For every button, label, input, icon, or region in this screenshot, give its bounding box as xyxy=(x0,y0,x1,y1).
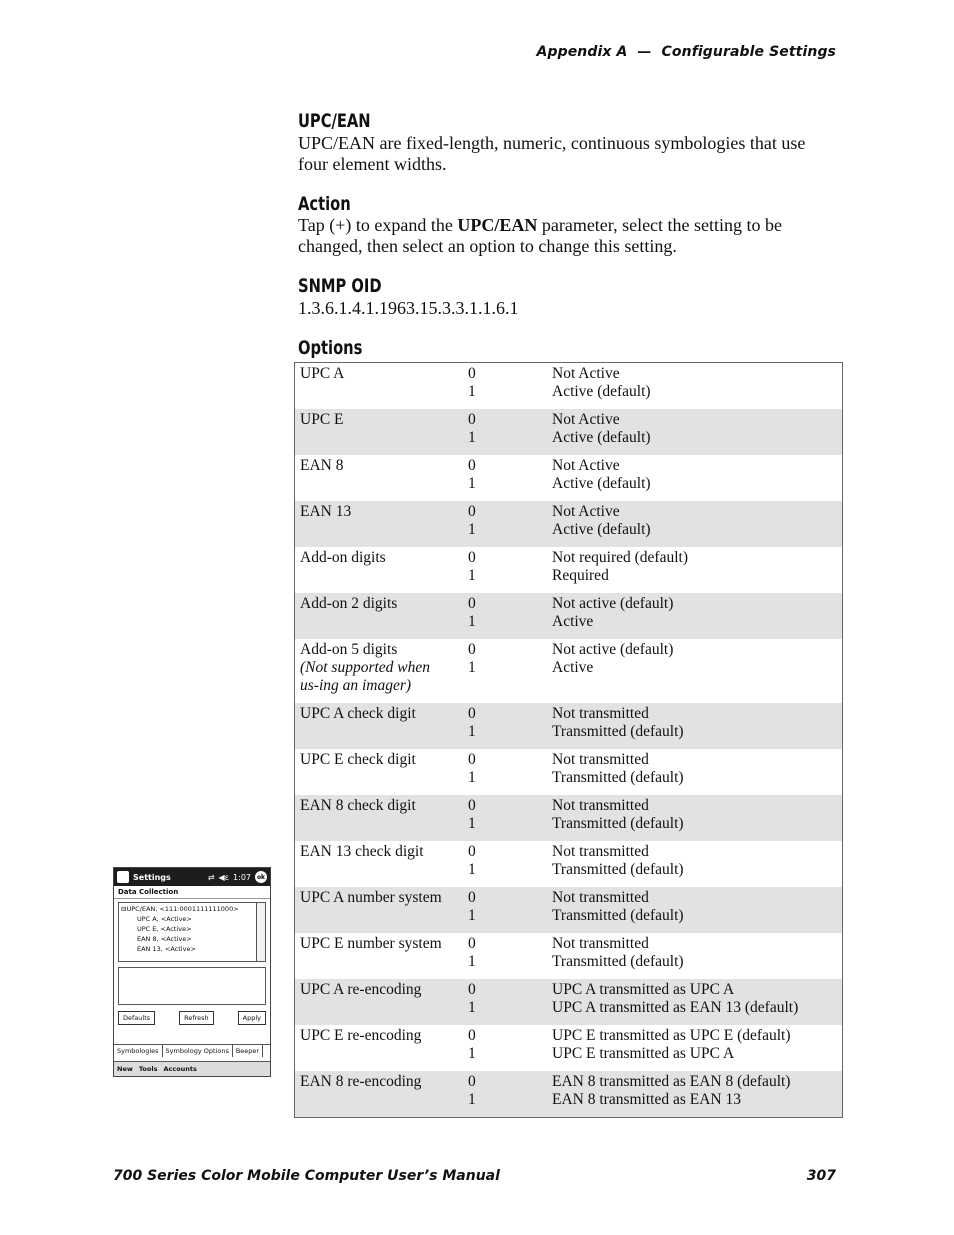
option-value: 1 xyxy=(468,613,476,630)
table-row xyxy=(295,703,842,749)
option-value: 0 xyxy=(468,705,476,722)
option-description: Active (default) xyxy=(552,521,651,538)
tab-symbologies[interactable]: Symbologies xyxy=(114,1045,163,1057)
ok-button[interactable]: ok xyxy=(255,871,267,883)
description-cell xyxy=(552,1027,842,1063)
option-value: 0 xyxy=(468,889,476,906)
option-description: Not transmitted xyxy=(552,889,649,906)
option-description: Not active (default) xyxy=(552,595,674,612)
setting-name: EAN 13 check digit xyxy=(300,843,424,860)
option-value: 1 xyxy=(468,659,476,676)
table-row xyxy=(295,639,842,703)
table-row xyxy=(295,979,842,1025)
option-description: Not Active xyxy=(552,503,620,520)
setting-name: UPC E re-encoding xyxy=(300,1027,422,1044)
table-row xyxy=(295,363,842,409)
value-cell xyxy=(468,843,552,879)
option-description: Active xyxy=(552,613,594,630)
upc-ean-description: UPC/EAN are fixed-length, numeric, continuous symbologies that use four element widths. xyxy=(298,133,806,174)
volume-icon: ◀ε xyxy=(218,872,230,882)
option-description: Active (default) xyxy=(552,475,651,492)
option-description: UPC E transmitted as UPC E (default) xyxy=(552,1027,791,1044)
option-value: 0 xyxy=(468,503,476,520)
option-value: 1 xyxy=(468,907,476,924)
option-description: Not transmitted xyxy=(552,935,649,952)
setting-name: EAN 8 check digit xyxy=(300,797,416,814)
value-cell xyxy=(468,889,552,925)
value-cell xyxy=(468,705,552,741)
option-description: Not transmitted xyxy=(552,843,649,860)
option-value: 0 xyxy=(468,549,476,566)
settings-tree[interactable] xyxy=(118,902,266,962)
tab-symbology-options[interactable]: Symbology Options xyxy=(163,1045,233,1057)
option-value: 1 xyxy=(468,429,476,446)
table-row xyxy=(295,795,842,841)
device-menu-bar xyxy=(114,1061,270,1076)
setting-name: Add-on 5 digits xyxy=(300,641,398,658)
option-value: 1 xyxy=(468,567,476,584)
setting-note: (Not supported when us-ing an imager) xyxy=(300,659,431,694)
option-description: Not transmitted xyxy=(552,751,649,768)
header-separator: — xyxy=(637,44,652,60)
value-cell xyxy=(468,411,552,447)
menu-new[interactable]: New xyxy=(117,1065,133,1073)
option-description: Not Active xyxy=(552,411,620,428)
snmp-oid-value: 1.3.6.1.4.1.1963.15.3.3.1.1.6.1 xyxy=(298,298,519,318)
windows-start-icon[interactable] xyxy=(117,871,129,883)
action-text-bold: UPC/EAN xyxy=(457,215,538,235)
description-cell xyxy=(552,457,842,493)
option-description: UPC A transmitted as UPC A xyxy=(552,981,735,998)
option-description: UPC A transmitted as EAN 13 (default) xyxy=(552,999,799,1016)
value-cell xyxy=(468,549,552,585)
refresh-button[interactable]: Refresh xyxy=(179,1011,214,1025)
option-value: 0 xyxy=(468,365,476,382)
table-row xyxy=(295,501,842,547)
description-cell xyxy=(552,365,842,401)
description-cell xyxy=(552,751,842,787)
option-value: 1 xyxy=(468,475,476,492)
table-row xyxy=(295,1071,842,1117)
setting-name: EAN 13 xyxy=(300,503,352,520)
tree-item[interactable]: UPC A, <Active> xyxy=(137,915,192,923)
option-value: 0 xyxy=(468,1027,476,1044)
option-value: 0 xyxy=(468,595,476,612)
device-tab-bar xyxy=(114,1044,270,1057)
option-description: Required xyxy=(552,567,609,584)
setting-name: EAN 8 xyxy=(300,457,344,474)
option-value: 0 xyxy=(468,797,476,814)
appendix-label: Appendix A xyxy=(536,44,628,60)
value-cell xyxy=(468,1027,552,1063)
setting-name: UPC A check digit xyxy=(300,705,416,722)
value-cell xyxy=(468,457,552,493)
option-description: Transmitted (default) xyxy=(552,769,684,786)
option-description: Transmitted (default) xyxy=(552,815,684,832)
option-value: 0 xyxy=(468,1073,476,1090)
value-cell xyxy=(468,503,552,539)
option-description: Active (default) xyxy=(552,429,651,446)
table-row xyxy=(295,455,842,501)
description-cell xyxy=(552,981,842,1017)
option-value: 0 xyxy=(468,935,476,952)
description-cell xyxy=(552,549,842,585)
option-description: Not active (default) xyxy=(552,641,674,658)
option-value: 1 xyxy=(468,723,476,740)
description-cell xyxy=(552,889,842,925)
defaults-button[interactable]: Defaults xyxy=(118,1011,155,1025)
value-cell xyxy=(468,595,552,631)
menu-accounts[interactable]: Accounts xyxy=(163,1065,197,1073)
option-value: 0 xyxy=(468,457,476,474)
device-button-row xyxy=(118,1011,266,1025)
option-value: 1 xyxy=(468,383,476,400)
value-cell xyxy=(468,1073,552,1109)
description-cell xyxy=(552,1073,842,1109)
upc-ean-heading: UPC/EAN xyxy=(298,110,371,132)
option-value: 0 xyxy=(468,981,476,998)
table-row xyxy=(295,1025,842,1071)
action-heading: Action xyxy=(298,193,351,215)
section-label: Configurable Settings xyxy=(661,44,836,60)
option-value: 1 xyxy=(468,521,476,538)
option-value: 1 xyxy=(468,861,476,878)
running-head xyxy=(537,44,836,60)
option-description: Transmitted (default) xyxy=(552,907,684,924)
option-description: EAN 8 transmitted as EAN 13 xyxy=(552,1091,741,1108)
value-cell xyxy=(468,641,552,695)
option-description: UPC E transmitted as UPC A xyxy=(552,1045,735,1062)
tree-item[interactable]: UPC E, <Active> xyxy=(137,925,192,933)
setting-name: UPC E xyxy=(300,411,344,428)
value-cell xyxy=(468,365,552,401)
table-row xyxy=(295,887,842,933)
option-value: 0 xyxy=(468,411,476,428)
option-description: Active xyxy=(552,659,594,676)
options-heading: Options xyxy=(298,337,363,359)
option-value: 1 xyxy=(468,815,476,832)
option-value: 0 xyxy=(468,843,476,860)
menu-tools[interactable]: Tools xyxy=(138,1065,158,1073)
description-cell xyxy=(552,411,842,447)
device-time: 1:07 xyxy=(233,872,251,882)
connectivity-icon: ⇄ xyxy=(207,872,215,882)
setting-name: UPC E number system xyxy=(300,935,442,952)
option-description: Not transmitted xyxy=(552,705,649,722)
setting-name: UPC E check digit xyxy=(300,751,416,768)
setting-name-cell xyxy=(295,641,468,695)
table-row xyxy=(295,933,842,979)
table-row xyxy=(295,547,842,593)
table-row xyxy=(295,841,842,887)
tree-item[interactable]: EAN 13, <Active> xyxy=(137,945,196,953)
value-cell xyxy=(468,981,552,1017)
option-value: 0 xyxy=(468,641,476,658)
action-text-part: parameter, select the setting to be changed, then select an option to change this setting. xyxy=(298,215,783,256)
setting-edit-area[interactable] xyxy=(118,967,266,1005)
table-row xyxy=(295,409,842,455)
option-description: Transmitted (default) xyxy=(552,861,684,878)
table-row xyxy=(295,749,842,795)
tree-scrollbar[interactable] xyxy=(256,903,265,961)
device-title: Settings xyxy=(133,872,171,882)
description-cell xyxy=(552,935,842,971)
description-cell xyxy=(552,705,842,741)
snmp-oid-heading: SNMP OID xyxy=(298,275,382,297)
setting-name: EAN 8 re-encoding xyxy=(300,1073,422,1090)
option-description: Active (default) xyxy=(552,383,651,400)
option-value: 1 xyxy=(468,769,476,786)
value-cell xyxy=(468,935,552,971)
description-cell xyxy=(552,595,842,631)
setting-name: UPC A number system xyxy=(300,889,442,906)
setting-name: Add-on 2 digits xyxy=(300,595,398,612)
tree-item[interactable]: EAN 8, <Active> xyxy=(137,935,192,943)
option-description: Transmitted (default) xyxy=(552,723,684,740)
device-section-title: Data Collection xyxy=(114,886,270,899)
description-cell xyxy=(552,503,842,539)
setting-name: Add-on digits xyxy=(300,549,386,566)
value-cell xyxy=(468,797,552,833)
device-title-bar xyxy=(114,868,270,886)
options-table xyxy=(294,362,843,1118)
option-value: 1 xyxy=(468,999,476,1016)
option-description: Not required (default) xyxy=(552,549,688,566)
manual-title: 700 Series Color Mobile Computer User’s Manual xyxy=(113,1168,500,1184)
apply-button[interactable]: Apply xyxy=(238,1011,266,1025)
device-screenshot xyxy=(113,867,271,1077)
setting-name: UPC A xyxy=(300,365,345,382)
tab-beeper[interactable]: Beeper xyxy=(233,1045,263,1057)
option-description: EAN 8 transmitted as EAN 8 (default) xyxy=(552,1073,791,1090)
page-number: 307 xyxy=(806,1168,836,1184)
option-description: Transmitted (default) xyxy=(552,953,684,970)
option-description: Not Active xyxy=(552,457,620,474)
option-value: 0 xyxy=(468,751,476,768)
action-text xyxy=(298,215,828,257)
action-text-part: Tap (+) to expand the xyxy=(298,215,458,235)
option-value: 1 xyxy=(468,1045,476,1062)
option-description: Not Active xyxy=(552,365,620,382)
setting-name: UPC A re-encoding xyxy=(300,981,422,998)
table-row xyxy=(295,593,842,639)
tree-item[interactable]: ⊟UPC/EAN, <111:0001111111000> xyxy=(121,905,239,913)
description-cell xyxy=(552,797,842,833)
option-value: 1 xyxy=(468,953,476,970)
option-description: Not transmitted xyxy=(552,797,649,814)
option-value: 1 xyxy=(468,1091,476,1108)
description-cell xyxy=(552,843,842,879)
description-cell xyxy=(552,641,842,695)
value-cell xyxy=(468,751,552,787)
